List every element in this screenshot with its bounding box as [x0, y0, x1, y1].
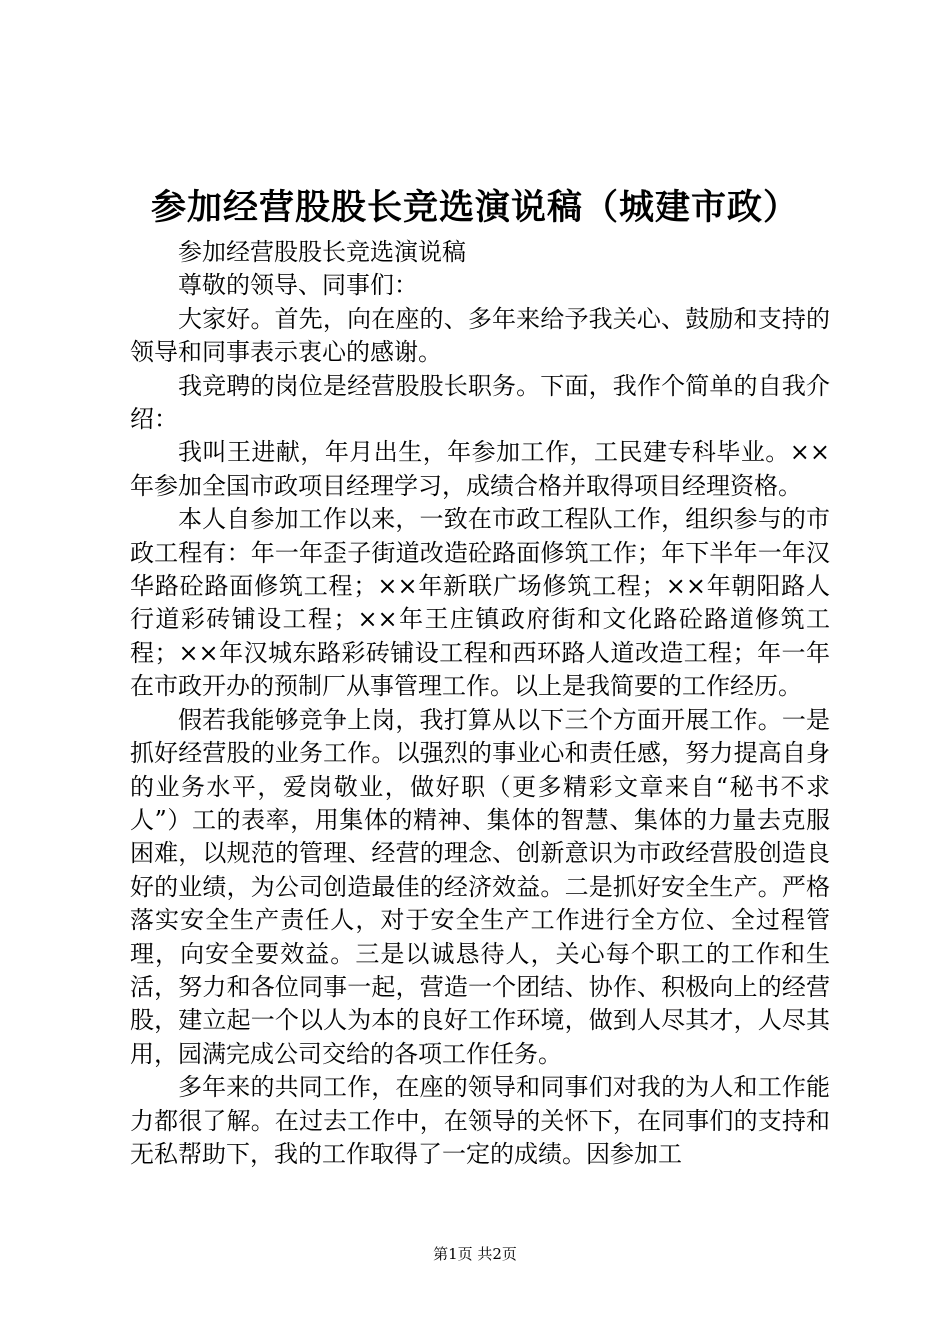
- work-plan-paragraph: 假若我能够竞争上岗，我打算从以下三个方面开展工作。一是抓好经营股的业务工作。以强烈的事业心和责任感，努力提高自身的业务水平，爱岗敬业，做好职（更多精彩文章来自“秘书不求人”）工的表率，用集体的精神、集体的智慧、集体的力量去克服困难，以规范的管理、经营的理念、创新意识为市政经营股创造良好的业绩，为公司创造最佳的经济效益。二是抓好安全生产。严格落实安全生产责任人，对于安全生产工作进行全方位、全过程管理，向安全要效益。三是以诚恳待人，关心每个职工的工作和生活，努力和各位同事一起，营造一个团结、协作、积极向上的经营股，建立起一个以人为本的良好工作环境，做到人尽其才，人尽其用，园满完成公司交给的各项工作任务。: [130, 705, 830, 1068]
- closing-paragraph: 多年来的共同工作，在座的领导和同事们对我的为人和工作能力都很了解。在过去工作中，在领导的关怀下，在同事们的支持和无私帮助下，我的工作取得了一定的成绩。因参加工: [130, 1073, 830, 1168]
- subtitle-paragraph: 参加经营股股长竞选演说稿: [178, 238, 466, 266]
- page-number-footer: 第1页 共2页: [433, 1245, 517, 1263]
- document-title: 参加经营股股长竞选演说稿（城建市政）: [150, 188, 799, 228]
- work-history-paragraph: 本人自参加工作以来，一致在市政工程队工作，组织参与的市政工程有：年一年歪子街道改造砼路面修筑工作；年下半年一年汉华路砼路面修筑工程；××年新联广场修筑工程；××年朝阳路人行道彩砖铺设工程；××年王庄镇政府街和文化路砼路道修筑工程；××年汉城东路彩砖铺设工程和西环路人道改造工程；年一年在市政开办的预制厂从事管理工作。以上是我简要的工作经历。: [130, 505, 830, 701]
- position-paragraph: 我竞聘的岗位是经营股股长职务。下面，我作个简单的自我介绍：: [130, 371, 830, 434]
- self-intro-paragraph: 我叫王进献，年月出生，年参加工作，工民建专科毕业。××年参加全国市政项目经理学习，成绩合格并取得项目经理资格。: [130, 438, 830, 500]
- greeting-paragraph: 大家好。首先，向在座的、多年来给予我关心、鼓励和支持的领导和同事表示衷心的感谢。: [130, 304, 830, 367]
- salutation-paragraph: 尊敬的领导、同事们：: [178, 271, 418, 300]
- document-body: [130, 236, 830, 1171]
